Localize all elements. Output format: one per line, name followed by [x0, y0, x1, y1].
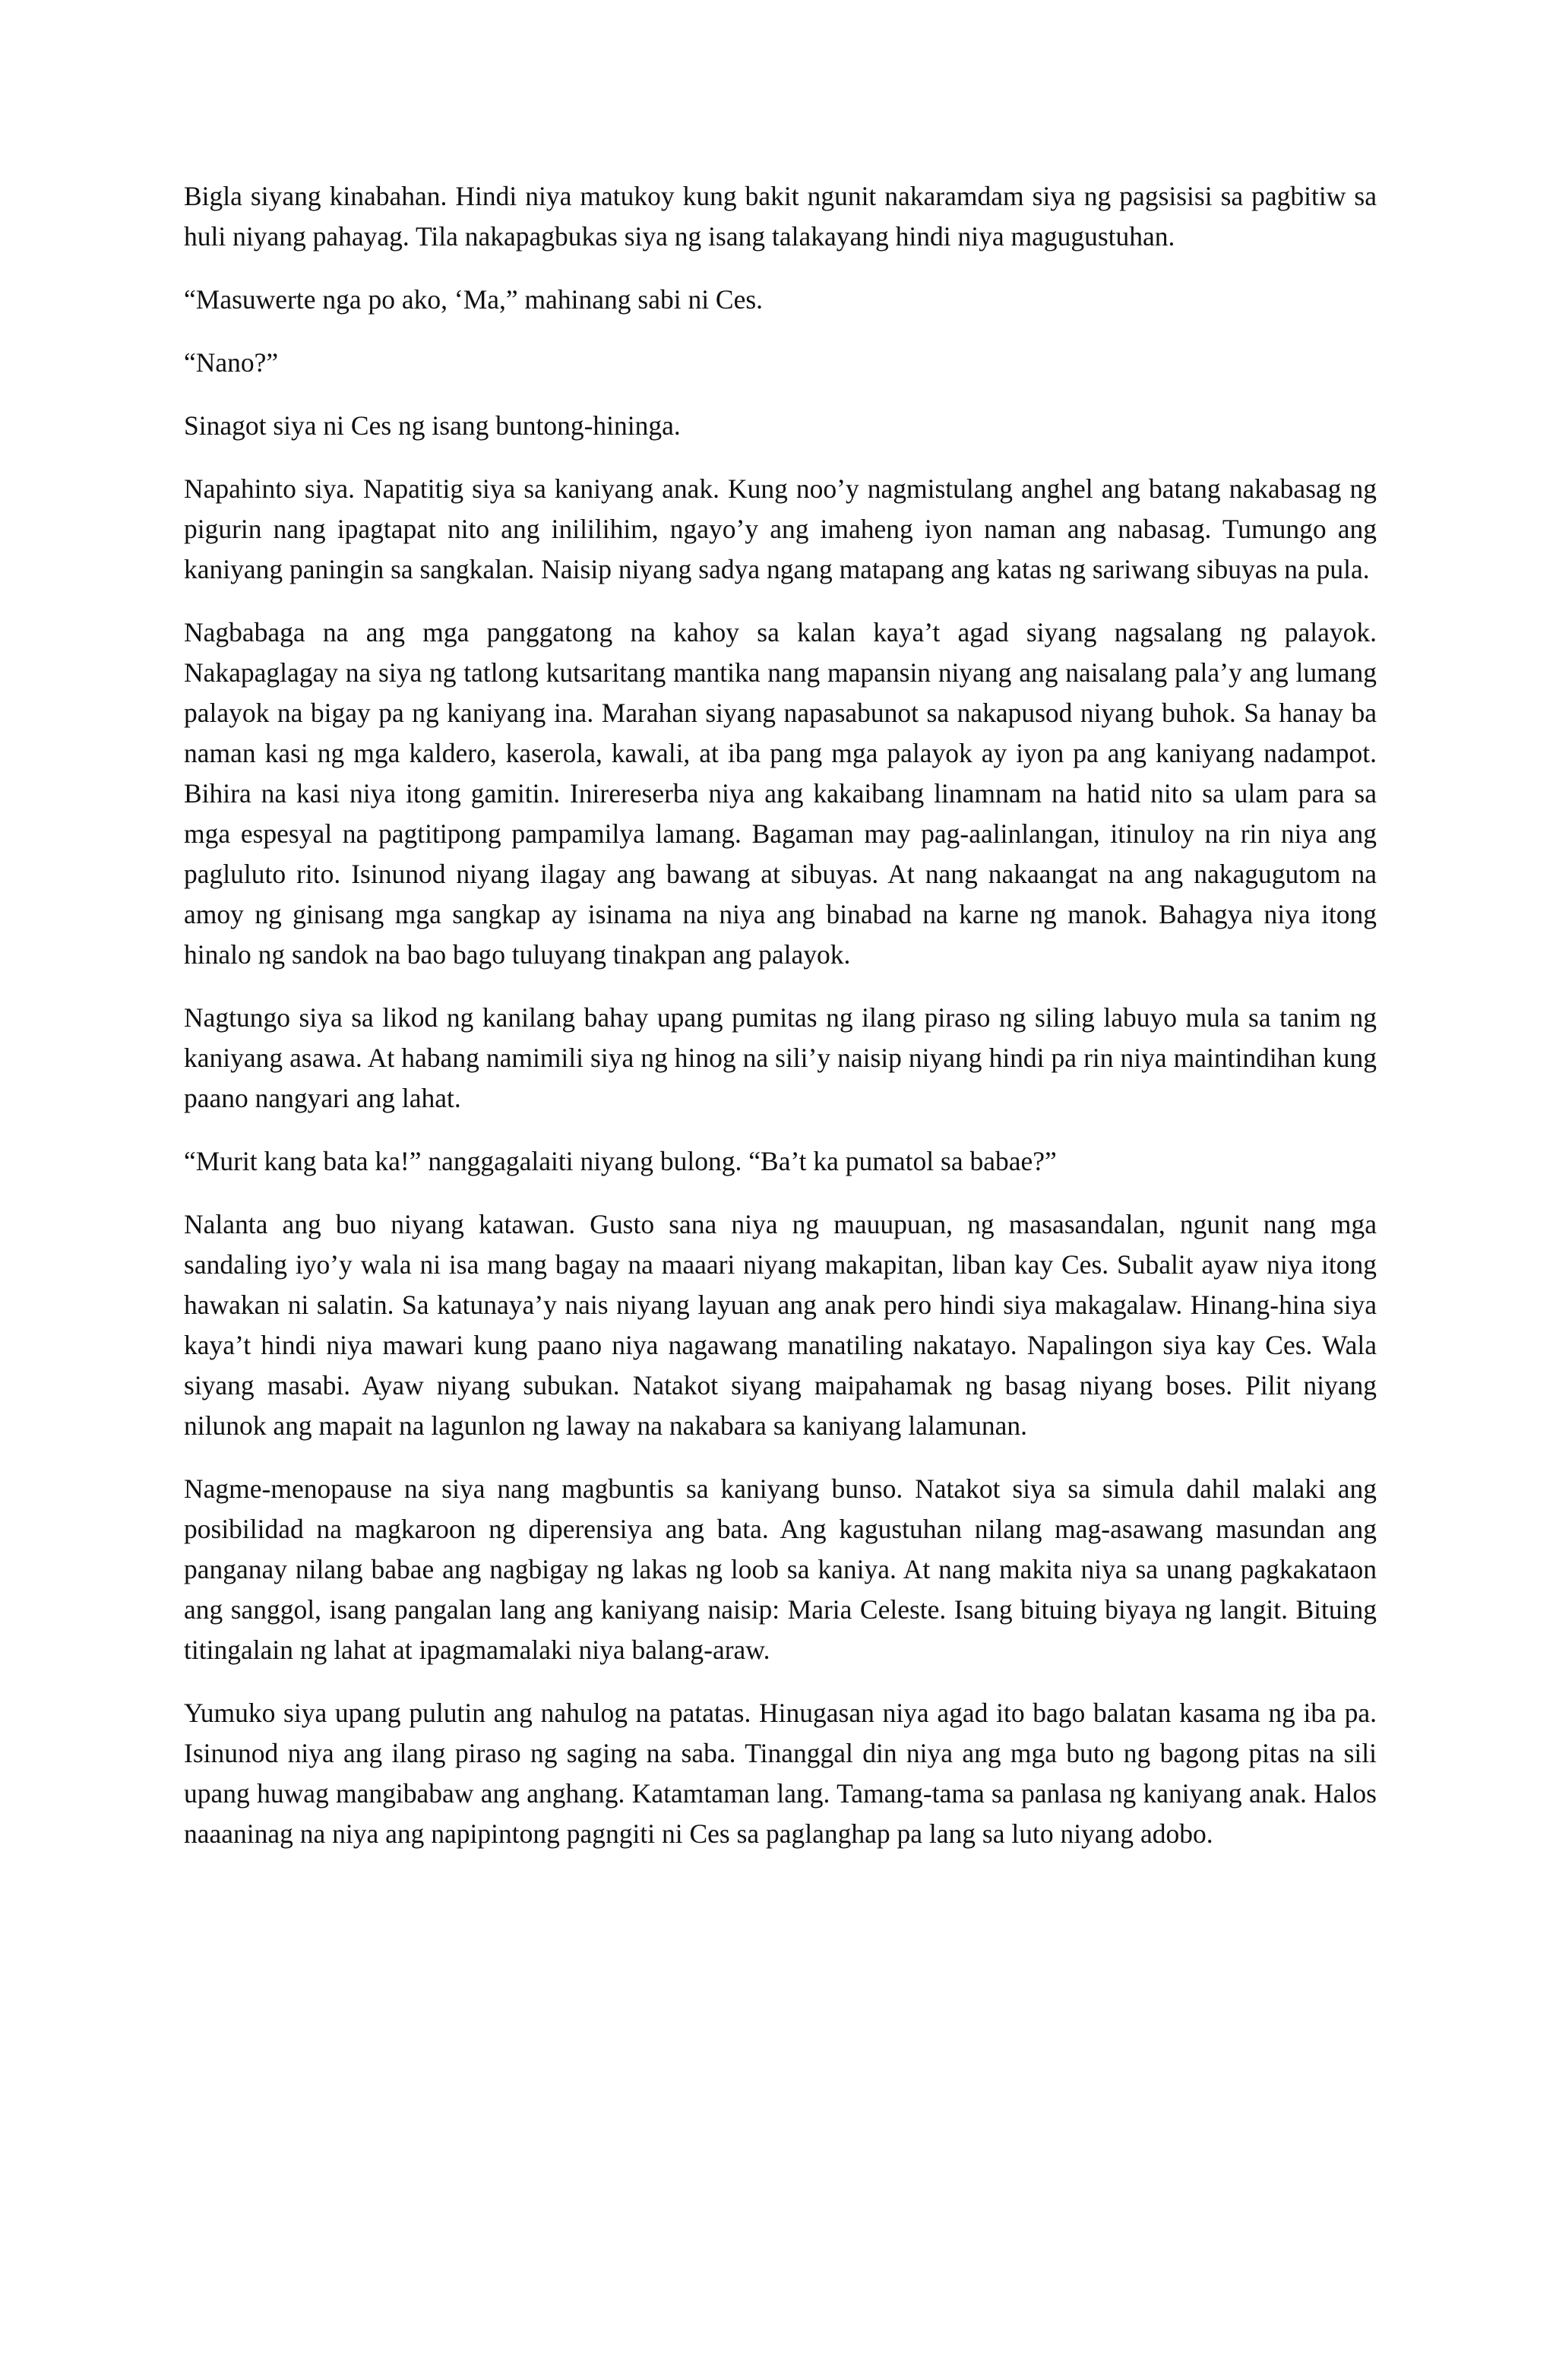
- document-page: [184, 176, 1377, 1877]
- paragraph: Nalanta ang buo niyang katawan. Gusto sana niya ng mauupuan, ng masasandalan, ngunit nang mga sandaling iyo’y wala ni isa mang bagay na maaari niyang makapitan, liban kay Ces. Subalit ayaw niya itong hawakan ni salatin. Sa katunaya’y nais niyang layuan ang anak pero hindi siya makagalaw. Hinang-hina siya kaya’t hindi niya mawari kung paano niya nagawang manatiling nakatayo. Napalingon siya kay Ces. Wala siyang masabi. Ayaw niyang subukan. Natakot siyang maipahamak ng basag niyang boses. Pilit niyang nilunok ang mapait na lagunlon ng laway na nakabara sa kaniyang lalamunan.: [184, 1209, 1377, 1441]
- paragraph: Nagme-menopause na siya nang magbuntis sa kaniyang bunso. Natakot siya sa simula dahil malaki ang posibilidad na magkaroon ng diperensiya ang bata. Ang kagustuhan nilang mag-asawang masundan ang panganay nilang babae ang nagbigay ng lakas ng loob sa kaniya. At nang makita niya sa unang pagkakataon ang sanggol, isang pangalan lang ang kaniyang naisip: Maria Celeste. Isang bituing biyaya ng langit. Bituing titingalain ng lahat at ipagmamalaki niya balang-araw.: [184, 1473, 1377, 1665]
- paragraph: “Nano?”: [184, 347, 279, 378]
- paragraph: “Masuwerte nga po ako, ‘Ma,” mahinang sabi ni Ces.: [184, 284, 764, 315]
- paragraph: Nagtungo siya sa likod ng kanilang bahay upang pumitas ng ilang piraso ng siling labuyo mula sa tanim ng kaniyang asawa. At habang namimili siya ng hinog na sili’y naisip niyang hindi pa rin niya maintindihan kung paano nangyari ang lahat.: [184, 1002, 1377, 1113]
- paragraph: Napahinto siya. Napatitig siya sa kaniyang anak. Kung noo’y nagmistulang anghel ang batang nakabasag ng pigurin nang ipagtapat nito ang inililihim, ngayo’y ang imaheng iyon naman ang nabasag. Tumungo ang kaniyang paningin sa sangkalan. Naisip niyang sadya ngang matapang ang katas ng sariwang sibuyas na pula.: [184, 473, 1377, 584]
- paragraph: Bigla siyang kinabahan. Hindi niya matukoy kung bakit ngunit nakaramdam siya ng pagsisisi sa pagbitiw sa huli niyang pahayag. Tila nakapagbukas siya ng isang talakayang hindi niya magugustuhan.: [184, 181, 1377, 252]
- paragraph: “Murit kang bata ka!” nanggagalaiti niyang bulong. “Ba’t ka pumatol sa babae?”: [184, 1146, 1057, 1176]
- paragraph: Sinagot siya ni Ces ng isang buntong-hininga.: [184, 410, 681, 441]
- paragraph: Nagbabaga na ang mga panggatong na kahoy sa kalan kaya’t agad siyang nagsalang ng palayok. Nakapaglagay na siya ng tatlong kutsaritang mantika nang mapansin niyang ang naisalang pala’y ang lumang palayok na bigay pa ng kaniyang ina. Marahan siyang napasabunot sa nakapusod niyang buhok. Sa hanay ba naman kasi ng mga kaldero, kaserola, kawali, at iba pang mga palayok ay iyon pa ang kaniyang nadampot. Bihira na kasi niya itong gamitin. Inirereserba niya ang kakaibang linamnam na hatid nito sa ulam para sa mga espesyal na pagtitipong pampamilya lamang. Bagaman may pag-aalinlangan, itinuloy na rin niya ang pagluluto rito. Isinunod niyang ilagay ang bawang at sibuyas. At nang nakaangat na ang nakagugutom na amoy ng ginisang mga sangkap ay isinama na niya ang binabad na karne ng manok. Bahagya niya itong hinalo ng sandok na bao bago tuluyang tinakpan ang palayok.: [184, 617, 1377, 970]
- paragraph: Yumuko siya upang pulutin ang nahulog na patatas. Hinugasan niya agad ito bago balatan kasama ng iba pa. Isinunod niya ang ilang piraso ng saging na saba. Tinanggal din niya ang mga buto ng bagong pitas na sili upang huwag mangibabaw ang anghang. Katamtaman lang. Tamang-tama sa panlasa ng kaniyang anak. Halos naaaninag na niya ang napipintong pagngiti ni Ces sa paglanghap pa lang sa luto niyang adobo.: [184, 1698, 1377, 1849]
